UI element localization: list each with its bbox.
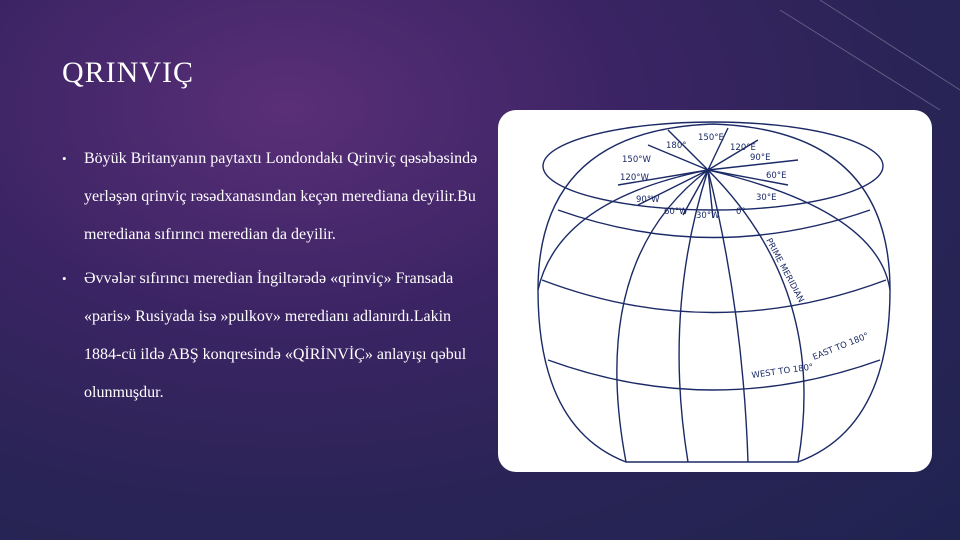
latitude-line (542, 280, 886, 313)
meridian-line (617, 170, 708, 462)
label-west-to-180: WEST TO 180° (751, 362, 814, 381)
label-east-to-180: EAST TO 180° (811, 331, 871, 363)
meridian-line (538, 170, 708, 290)
bullet-marker: • (62, 271, 67, 286)
label-30e: 30°E (756, 193, 777, 203)
label-150w: 150°W (622, 155, 651, 165)
label-60w: 60°W (664, 207, 688, 217)
label-0: 0° (736, 207, 746, 217)
label-90e: 90°E (750, 153, 771, 163)
label-120e: 120°E (730, 143, 756, 153)
globe-outline (538, 124, 890, 462)
bullet-text: Böyük Britanyanın paytaxtı Londondakı Qrinviç qəsəbəsində yerləşən qrinviç rəsədxanasından keçən merediana deyilir.Bu merediana sıfırıncı meredian da deyilir. (84, 150, 478, 243)
bullet-marker: • (62, 151, 67, 166)
label-120w: 120°W (620, 173, 649, 183)
slide-title: QRINVIÇ (62, 56, 194, 89)
label-150e: 150°E (698, 133, 724, 143)
bullet-item (62, 260, 482, 412)
bullet-list (62, 140, 482, 418)
label-prime-meridian: PRIME MERIDIAN (763, 236, 806, 305)
globe-diagram (498, 110, 932, 472)
label-90w: 90°W (636, 195, 660, 205)
meridian-line (708, 170, 804, 462)
bullet-text: Əvvələr sıfırıncı meredian İngiltərədə «qrinviç» Fransada «paris» Rusiyada isə »pulkov» meredianı adlanırdı.Lakin 1884-cü ildə ABŞ konqresində «QİRİNVİÇ» anlayışı qəbul olunmuşdur. (84, 270, 467, 401)
globe-illustration-panel (498, 110, 932, 472)
label-180: 180° (666, 141, 687, 151)
decorative-numbers-background (760, 0, 960, 120)
bullet-item (62, 140, 482, 254)
latitude-line (548, 360, 880, 390)
label-30w: 30°W (696, 211, 720, 221)
label-60e: 60°E (766, 171, 787, 181)
